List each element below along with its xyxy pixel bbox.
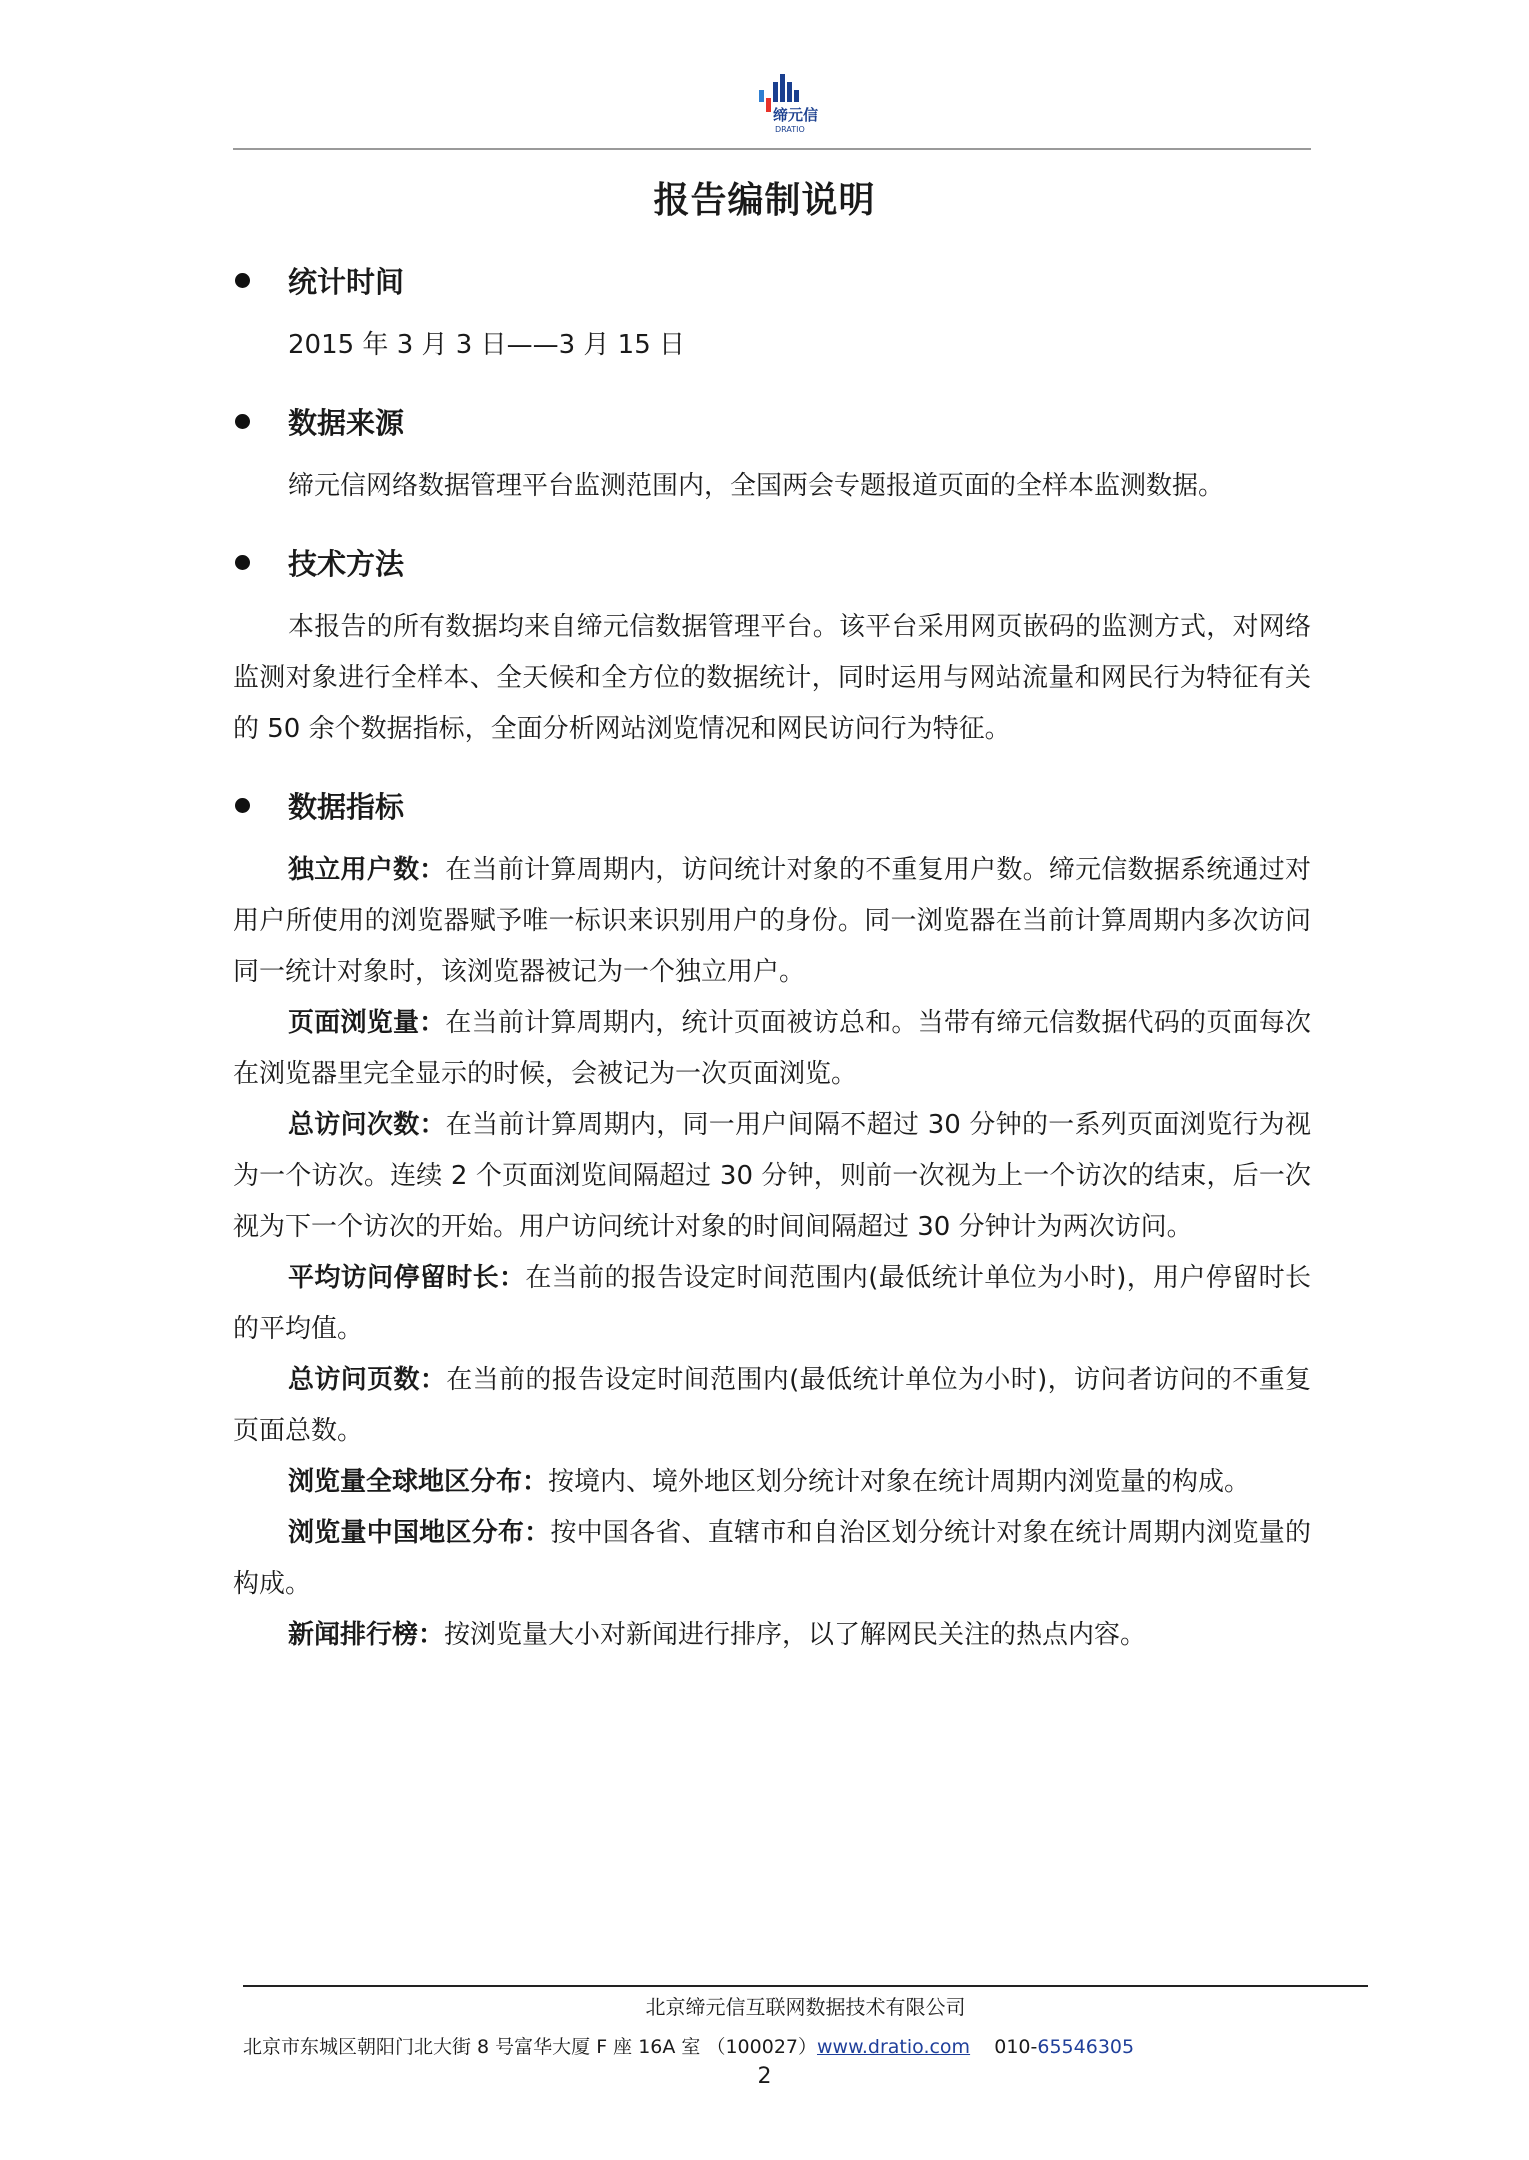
definition-term: 浏览量全球地区分布： (288, 1467, 549, 1497)
definition-text: 在当前计算周期内，同一用户间隔不超过 30 分钟的一系列页面浏览行为视为一个访次。连续 2 个页面浏览间隔超过 30 分钟，则前一次视为上一个访次的结束，后一次视为下一个访次的开始。用户访问统计对象的时间间隔超过 30 分钟计为两次访问。 (233, 1110, 1311, 1242)
definition-item (233, 1457, 1311, 1508)
definition-item (233, 1355, 1311, 1457)
page-number: 2 (757, 2064, 772, 2089)
bullet-icon (235, 414, 250, 429)
section-heading: 技术方法 (288, 546, 405, 581)
website-link[interactable]: www.dratio.com (817, 2036, 971, 2058)
section-data-indicators (233, 775, 1311, 1661)
bullet-icon (235, 798, 250, 813)
main-content (233, 250, 1311, 1681)
definition-text: 在当前的报告设定时间范围内(最低统计单位为小时)，用户停留时长的平均值。 (233, 1263, 1311, 1344)
definition-text: 在当前计算周期内，统计页面被访总和。当带有缔元信数据代码的页面每次在浏览器里完全显示的时候，会被记为一次页面浏览。 (233, 1008, 1311, 1089)
phone-prefix: 010- (994, 2036, 1038, 2058)
section-body: 缔元信网络数据管理平台监测范围内，全国两会专题报道页面的全样本监测数据。 (288, 471, 1225, 501)
section-body: 本报告的所有数据均来自缔元信数据管理平台。该平台采用网页嵌码的监测方式，对网络监测对象进行全样本、全天候和全方位的数据统计，同时运用与网站流量和网民行为特征有关的 50 余个数据指标，全面分析网站浏览情况和网民访问行为特征。 (233, 612, 1311, 744)
bullet-icon (235, 555, 250, 570)
definition-term: 独立用户数： (288, 855, 446, 885)
page-footer (243, 1985, 1368, 2059)
footer-divider (243, 1985, 1368, 1987)
definition-item (233, 1508, 1311, 1610)
definition-text: 在当前计算周期内，访问统计对象的不重复用户数。缔元信数据系统通过对用户所使用的浏览器赋予唯一标识来识别用户的身份。同一浏览器在当前计算周期内多次访问同一统计对象时，该浏览器被记为一个独立用户。 (233, 855, 1311, 987)
definition-term: 页面浏览量： (288, 1008, 446, 1038)
definition-item (233, 1610, 1311, 1661)
definition-term: 浏览量中国地区分布： (288, 1518, 551, 1548)
footer-address-line (243, 2032, 1368, 2059)
dratio-logo (725, 68, 835, 138)
section-heading: 数据指标 (288, 789, 405, 824)
definition-item (233, 998, 1311, 1100)
section-heading: 数据来源 (288, 405, 405, 440)
phone-number: 65546305 (1037, 2036, 1135, 2058)
definition-item (233, 1100, 1311, 1253)
logo-text: 缔元信 (773, 106, 819, 124)
definition-item (233, 1253, 1311, 1355)
section-data-source (233, 391, 1311, 512)
definition-term: 总访问页数： (288, 1365, 447, 1395)
logo-subtext: DRATIO (775, 125, 805, 134)
section-statistics-period (233, 250, 1311, 371)
definition-list (233, 845, 1311, 1661)
definition-term: 总访问次数： (288, 1110, 446, 1140)
definition-text: 在当前的报告设定时间范围内(最低统计单位为小时)，访问者访问的不重复页面总数。 (233, 1365, 1311, 1446)
address-text: 北京市东城区朝阳门北大街 8 号富华大厦 F 座 16A 室 （100027） (243, 2036, 817, 2058)
definition-text: 按浏览量大小对新闻进行排序，以了解网民关注的热点内容。 (444, 1620, 1147, 1650)
section-heading: 统计时间 (288, 264, 405, 299)
definition-term: 新闻排行榜： (288, 1620, 445, 1650)
bullet-icon (235, 273, 250, 288)
company-name: 北京缔元信互联网数据技术有限公司 (645, 1995, 966, 2019)
section-body: 2015 年 3 月 3 日——3 月 15 日 (288, 330, 685, 360)
definition-text: 按境内、境外地区划分统计对象在统计周期内浏览量的构成。 (548, 1467, 1251, 1497)
page-header (233, 60, 1311, 150)
definition-text: 按中国各省、直辖市和自治区划分统计对象在统计周期内浏览量的构成。 (233, 1518, 1311, 1599)
definition-term: 平均访问停留时长： (288, 1263, 526, 1293)
header-divider (233, 148, 1311, 150)
page-title: 报告编制说明 (653, 180, 876, 221)
section-technical-method (233, 532, 1311, 755)
definition-item (233, 845, 1311, 998)
